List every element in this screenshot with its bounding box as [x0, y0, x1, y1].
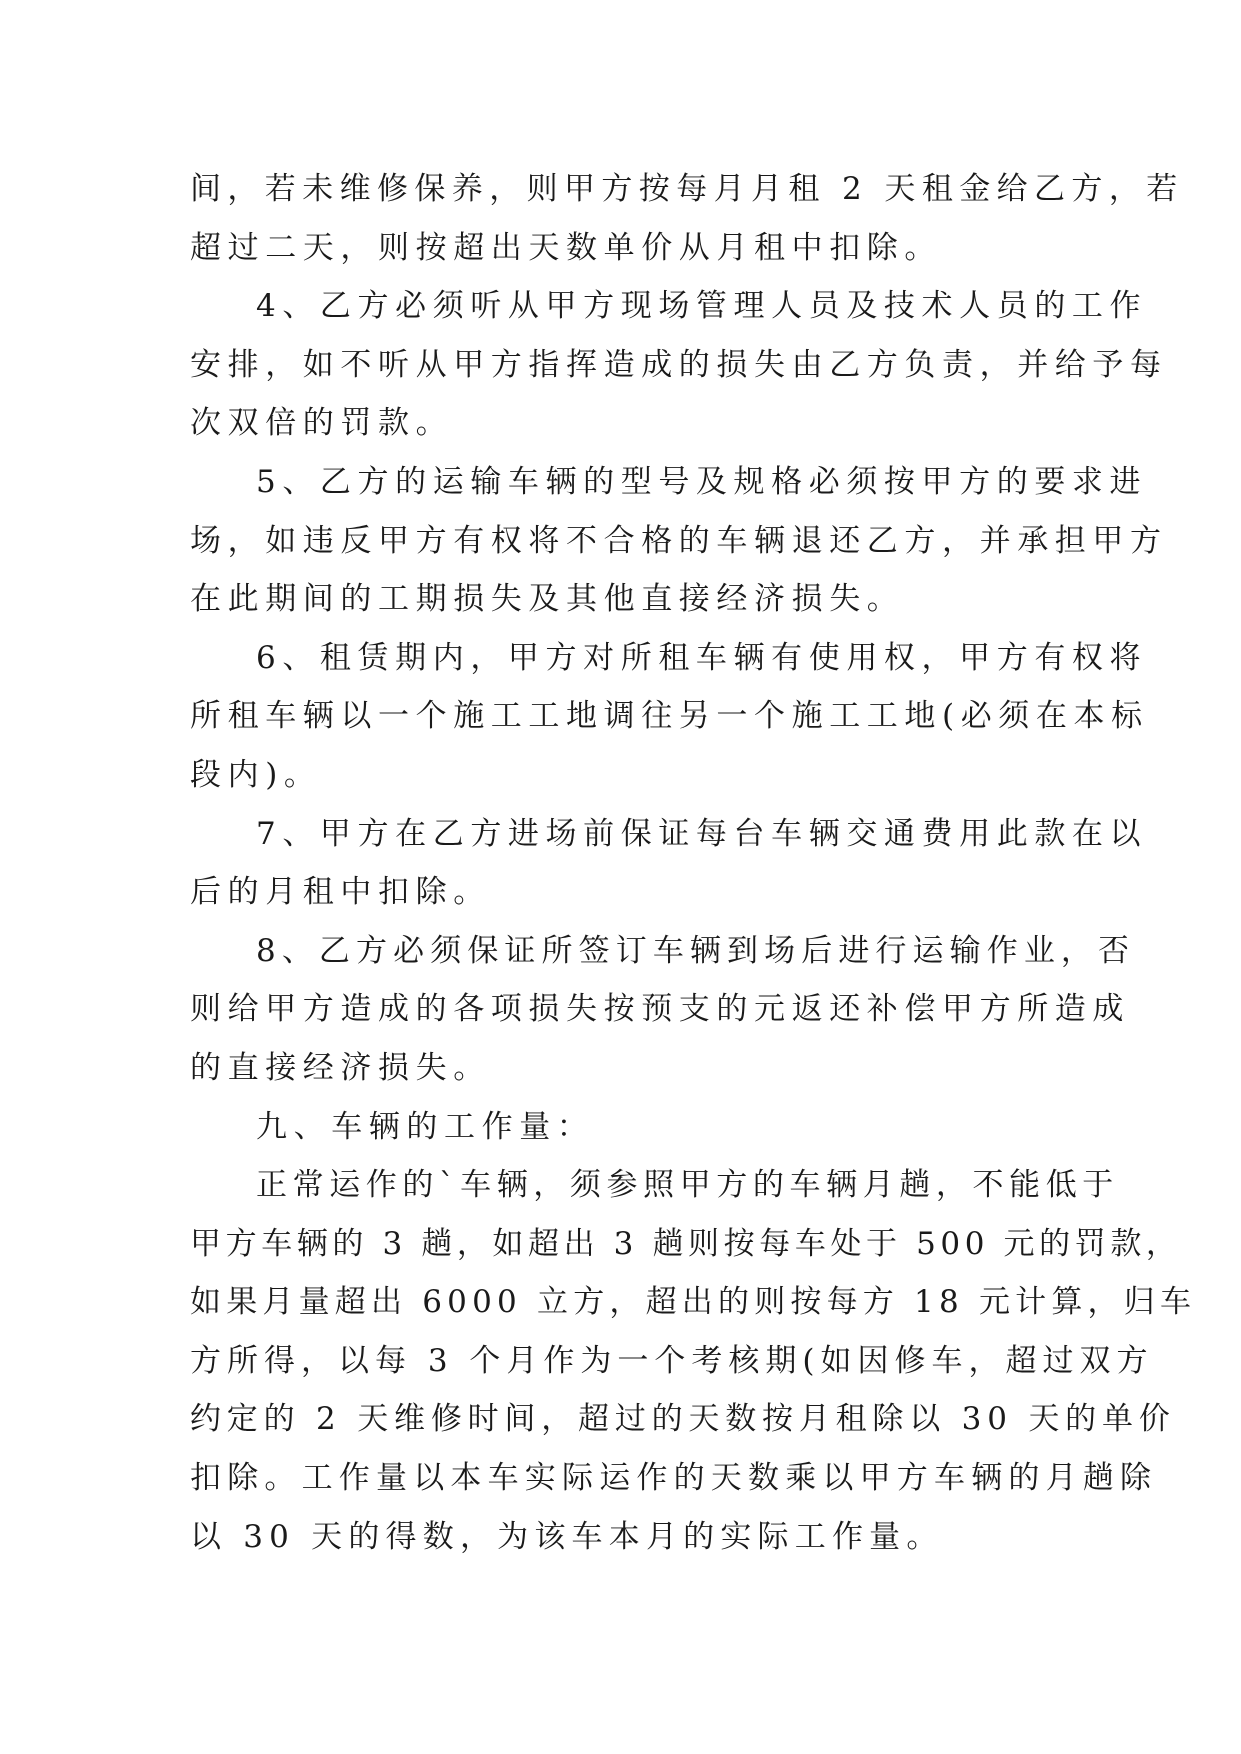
paragraph-line: 正常运作的`车辆，须参照甲方的车辆月趟，不能低于	[256, 1167, 1119, 1204]
text-line: 段内)。	[190, 756, 322, 793]
section-heading-9: 九、车辆的工作量：	[256, 1108, 595, 1145]
text-line: 超过二天，则按超出天数单价从月租中扣除。	[190, 229, 942, 266]
document-body	[190, 160, 1197, 1566]
text-line: 如果月量超出 6000 立方，超出的则按每方 18 元计算，归车	[190, 1284, 1197, 1321]
text-line: 则给甲方造成的各项损失按预支的元返还补偿甲方所造成	[190, 991, 1130, 1028]
clause-8-line: 8、乙方必须保证所签订车辆到场后进行运输作业，否	[256, 932, 1136, 969]
text-line: 所租车辆以一个施工工地调往另一个施工工地(必须在本标	[190, 698, 1149, 735]
text-line: 约定的 2 天维修时间，超过的天数按月租除以 30 天的单价	[190, 1401, 1176, 1438]
text-line: 方所得，以每 3 个月作为一个考核期(如因修车，超过双方	[190, 1342, 1154, 1379]
text-line: 间，若未维修保养，则甲方按每月月租 2 天租金给乙方，若	[190, 171, 1184, 207]
text-line: 次双倍的罚款。	[190, 405, 454, 442]
text-line: 甲方车辆的 3 趟，如超出 3 趟则按每车处于 500 元的罚款，	[190, 1225, 1182, 1262]
clause-6-line: 6、租赁期内，甲方对所租车辆有使用权，甲方有权将	[256, 639, 1148, 676]
clause-7-line: 7、甲方在乙方进场前保证每台车辆交通费用此款在以	[256, 815, 1148, 852]
text-line: 在此期间的工期损失及其他直接经济损失。	[190, 581, 905, 618]
clause-4-line: 4、乙方必须听从甲方现场管理人员及技术人员的工作	[256, 288, 1148, 325]
text-line: 安排，如不听从甲方指挥造成的损失由乙方负责，并给予每	[190, 346, 1168, 383]
text-line: 场，如违反甲方有权将不合格的车辆退还乙方，并承担甲方	[190, 522, 1168, 559]
text-line: 以 30 天的得数，为该车本月的实际工作量。	[190, 1518, 944, 1555]
clause-5-line: 5、乙方的运输车辆的型号及规格必须按甲方的要求进	[256, 463, 1148, 500]
text-line: 后的月租中扣除。	[190, 874, 491, 911]
text-line: 扣除。工作量以本车实际运作的天数乘以甲方车辆的月趟除	[190, 1460, 1158, 1497]
text-line: 的直接经济损失。	[190, 1049, 491, 1086]
